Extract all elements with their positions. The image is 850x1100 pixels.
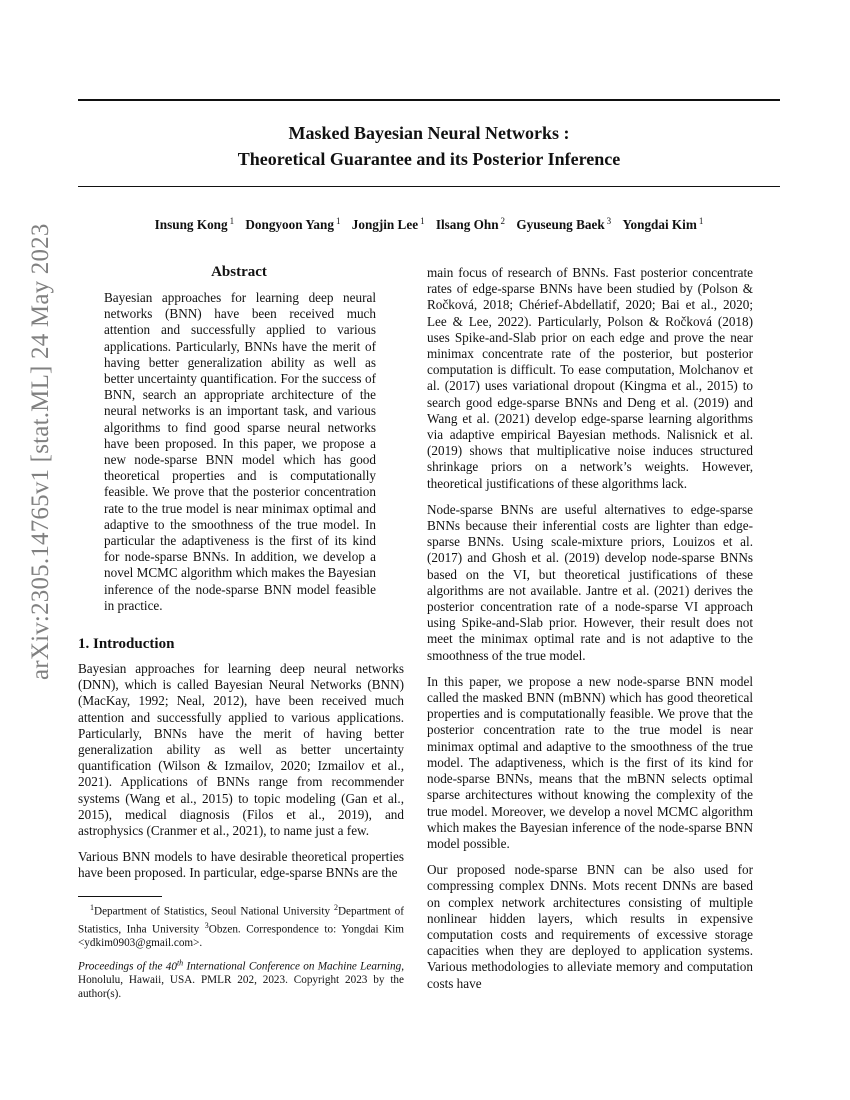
author: Insung Kong $^1$ (154, 216, 235, 233)
paragraph: In this paper, we propose a new node-sparse BNN model called the masked BNN (mBNN) which has good theoretical properties and is computationally feasible. We prove that the posterior concentration rate to the true model is near minimax optimal and adaptive to the smoothness of the true model. The adaptiveness, which is the first of its kind for node-sparse BNNs, means that the mBNN selects optimal sparse architectures without knowing the complexity of the true model. Moreover, we develop a novel MCMC algorithm which makes the Bayesian inference of the node-sparse BNN model possible. (427, 673, 753, 851)
paragraph: Various BNN models to have desirable theoretical properties have been proposed. In particular, edge-sparse BNNs are the (78, 849, 404, 881)
author: Ilsang Ohn $^2$ (435, 216, 506, 233)
author: Yongdai Kim $^1$ (622, 216, 704, 233)
paper-title-line-2: Theoretical Guarantee and its Posterior Inference (237, 149, 621, 169)
author: Jongjin Lee $^1$ (351, 216, 425, 233)
footnote-proceedings: Proceedings of the 40th International Conference on Machine Learning, Honolulu, Hawaii, USA. PMLR 202, 2023. Copyright 2023 by the author(s). (78, 958, 404, 1000)
author: Dongyoon Yang $^1$ (245, 216, 341, 233)
author: Gyuseung Baek $^3$ (516, 216, 612, 233)
footnote-rule (78, 896, 162, 897)
author-list (78, 216, 780, 233)
abstract-heading: Abstract (211, 264, 267, 280)
abstract-text: Bayesian approaches for learning deep neural networks (BNN) have been received much attention and successfully applied to various applications. Particularly, BNNs have the merit of having better generalization ability as well as better uncertainty quantification. For the success of BNN, search an appropriate architecture of the neural networks is an important task, and various algorithms to find good sparse neural networks have been proposed. In this paper, we propose a new node-sparse BNN model which has good theoretical properties and is computationally feasible. We prove that the posterior concentration rate to the true model is near minimax optimal and adaptive to the smoothness of the true model. In particular the adaptiveness is the first of its kind for node-sparse BNNs. In addition, we develop a novel MCMC algorithm which makes the Bayesian inference of the node-sparse BNN model feasible in practice. (104, 290, 376, 613)
introduction-heading: 1. Introduction (78, 636, 175, 652)
title-bottom-rule (78, 186, 780, 187)
footnote-affiliations: $^1$Department of Statistics, Seoul National University $^2$Department of Statistics, Inha University $^3$Obzen. Correspondence to: Yongdai Kim <ydkim0903@gmail.com>. (78, 903, 404, 950)
arxiv-watermark: arXiv:2305.14765v1 [stat.ML] 24 May 2023 (27, 223, 54, 680)
paragraph: Node-sparse BNNs are useful alternatives to edge-sparse BNNs because their inferential costs are lighter than edge-sparse BNNs. Using scale-mixture priors, Louizos et al. (2017) and Ghosh et al. (2019) develop node-sparse BNNs based on the VI, but theoretical justifications of these algorithms are not available. Jantre et al. (2021) derives the posterior concentration rate of a node-sparse VI approach using Spike-and-Slab prior. However, their result does not meet the minimax optimal rate and is not adaptive to the smoothness of the true model. (427, 501, 753, 663)
right-column-body (427, 265, 753, 1002)
paragraph: Bayesian approaches for learning deep neural networks (DNN), which is called Bayesian Neural Networks (BNN) (MacKay, 1992; Neal, 2012), have been received much attention and successfully applied to various applications. Particularly, BNNs have the merit of having better generalization ability as well as better uncertainty quantification (Wilson & Izmailov, 2020; Izmailov et al., 2021). Applications of BNNs range from recommender systems (Wang et al., 2015) to topic modeling (Gan et al., 2015), medical diagnosis (Filos et al., 2019), and astrophysics (Cranmer et al., 2021), to name just a few. (78, 661, 404, 839)
paragraph: Our proposed node-sparse BNN can be also used for compressing complex DNNs. Mots recent DNNs are based on complex network architectures consisting of multiple nonlinear hidden layers, which results in expensive computation costs and requirements of excessive storage capacities when they are deployed to application systems. Various methodologies to alleviate memory and computation costs have (427, 862, 753, 991)
left-column-body (78, 661, 404, 892)
paper-title-line-1: Masked Bayesian Neural Networks : (288, 123, 570, 143)
top-rule (78, 99, 780, 101)
paragraph: main focus of research of BNNs. Fast posterior concentrate rates of edge-sparse BNNs have been studied by (Polson & Ročková, 2018; Chérief-Abdellatif, 2020; Bai et al., 2020; Lee & Lee, 2022). Particularly, Polson & Ročková (2018) uses Spike-and-Slab prior on each edge and prove the near minimax concentrate rate of the posterior, but posterior computation is difficult. To ease computation, Molchanov et al. (2017) uses variational dropout (Kingma et al., 2015) to search good edge-sparse BNNs and Deng et al. (2019) and Wang et al. (2021) develop edge-sparse learning algorithms via adaptive empirical Bayesian methods. Nalisnick et al. (2019) shows that multiplicative noise induces structured shrinkage priors on a network’s weights. However, theoretical justifications of these algorithms lack. (427, 265, 753, 491)
